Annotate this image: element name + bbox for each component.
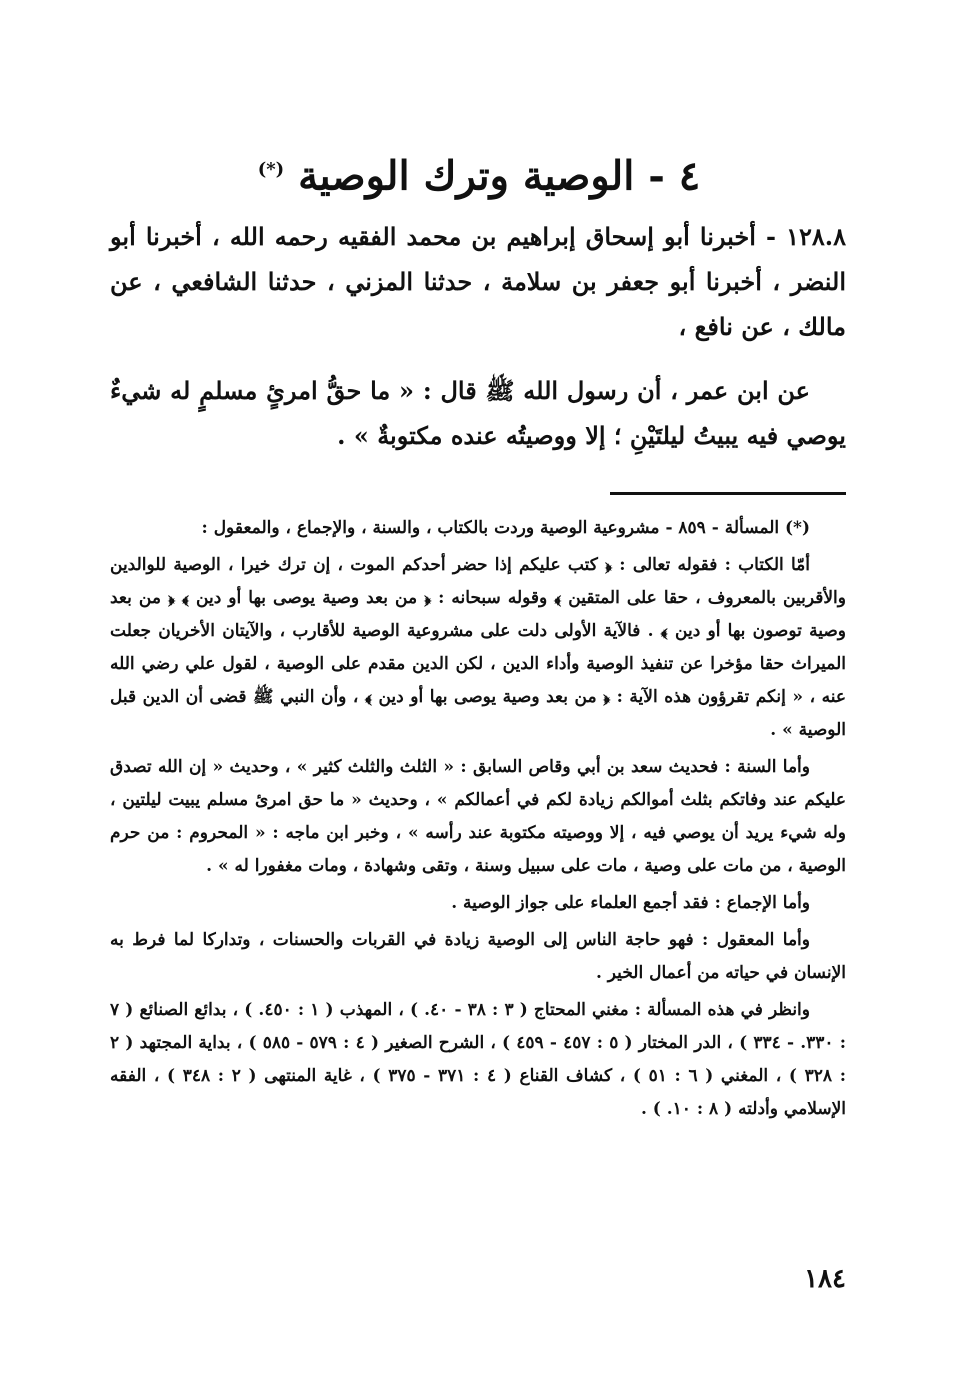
footnote-reason-evidence: وأما المعقول : فهو حاجة الناس إلى الوصية زيادة في القربات والحسنات ، وتداركا لما فرط به الإنسان في حياته من أعمال الخير . (110, 930, 846, 983)
chapter-title (0, 140, 958, 206)
hadith-matn-text: عن ابن عمر ، أن رسول الله ﷺ قال : « ما حقُّ امرئٍ مسلمٍ له شيءٌ يوصي فيه يبيتُ ليلتَيْنِ ؛ إلا ووصيتُه عنده مكتوبةٌ » . (110, 376, 846, 450)
footnotes (110, 512, 846, 1130)
page-number: ١٨٤ (804, 1264, 846, 1294)
footnote-references: وانظر في هذه المسألة : مغني المحتاج ( ٣ : ٣٨ - ٤٠. ) ، المهذب ( ١ : ٤٥٠. ) ، بدائع الصنائع ( ٧ : ٣٣٠. - ٣٣٤ ) ، الدر المختار ( ٥ : ٤٥٧ - ٤٥٩ ) ، الشرح الصغير ( ٤ : ٥٧٩ - ٥٨٥ ) ، بداية المجتهد ( ٢ : ٣٢٨ ) ، المغني ( ٦ : ٥١ ) ، كشاف القناع ( ٤ : ٣٧١ - ٣٧٥ ) ، غاية المنتهى ( ٢ : ٣٤٨ ) ، الفقه الإسلامي وأدلته ( ٨ : ١٠. ) . (110, 1000, 846, 1119)
hadith-isnad-text: ١٢٨.٨ - أخبرنا أبو إسحاق إبراهيم بن محمد الفقيه رحمه الله ، أخبرنا أبو النضر ، أخبرنا أبو جعفر بن سلامة ، حدثنا المزني ، حدثنا الشافعي ، عن مالك ، عن نافع ، (110, 222, 847, 341)
chapter-title-text: ٤ - الوصية وترك الوصية (298, 152, 701, 200)
footnote-marker: (*) (257, 159, 285, 180)
footnote-quran-evidence: أمّا الكتاب : فقوله تعالى : ﴿ كتب عليكم إذا حضر أحدكم الموت ، إن ترك خيرا ، الوصية للوالدين والأقربين بالمعروف ، حقا على المتقين ﴾ وقوله سبحانه : ﴿ من بعد وصية يوصى بها أو دين ﴾ ﴿ من بعد وصية توصون بها أو دين ﴾ . فالآية الأولى دلت على مشروعية الوصية للأقارب ، والآيتان الأخريان جعلت الميراث حقا مؤخرا عن تنفيذ الوصية وأداء الدين ، لكن الدين مقدم على الوصية ، لقول علي رضي الله عنه ، « إنكم تقرؤون هذه الآية : ﴿ من بعد وصية يوصى بها أو دين ﴾ ، وأن النبي ﷺ قضى أن الدين قبل الوصية » . (110, 555, 846, 740)
footnote-sunnah-evidence: وأما السنة : فحديث سعد بن أبي وقاص السابق : « الثلث والثلث كثير » ، وحديث « إن الله تصدق عليكم عند وفاتكم بثلث أموالكم زيادة لكم في أعمالكم » ، وحديث « ما حق امرئ مسلم يبيت ليلتين ، وله شيء يريد أن يوصي فيه ، إلا ووصيته مكتوبة عند رأسه » ، وخبر ابن ماجه : « المحروم : من حرم الوصية ، من مات على وصية ، مات على سبيل وسنة ، وتقى وشهادة ، ومات مغفورا له » . (110, 757, 846, 876)
footnote-intro: (*) المسألة - ٨٥٩ - مشروعية الوصية وردت بالكتاب ، والسنة ، والإجماع ، والمعقول : (201, 518, 810, 538)
footnote-separator (610, 492, 846, 495)
hadith-text-block (110, 368, 846, 458)
hadith-chain-of-narration (110, 214, 846, 349)
footnote-consensus-evidence: وأما الإجماع : فقد أجمع العلماء على جواز الوصية . (451, 893, 810, 913)
